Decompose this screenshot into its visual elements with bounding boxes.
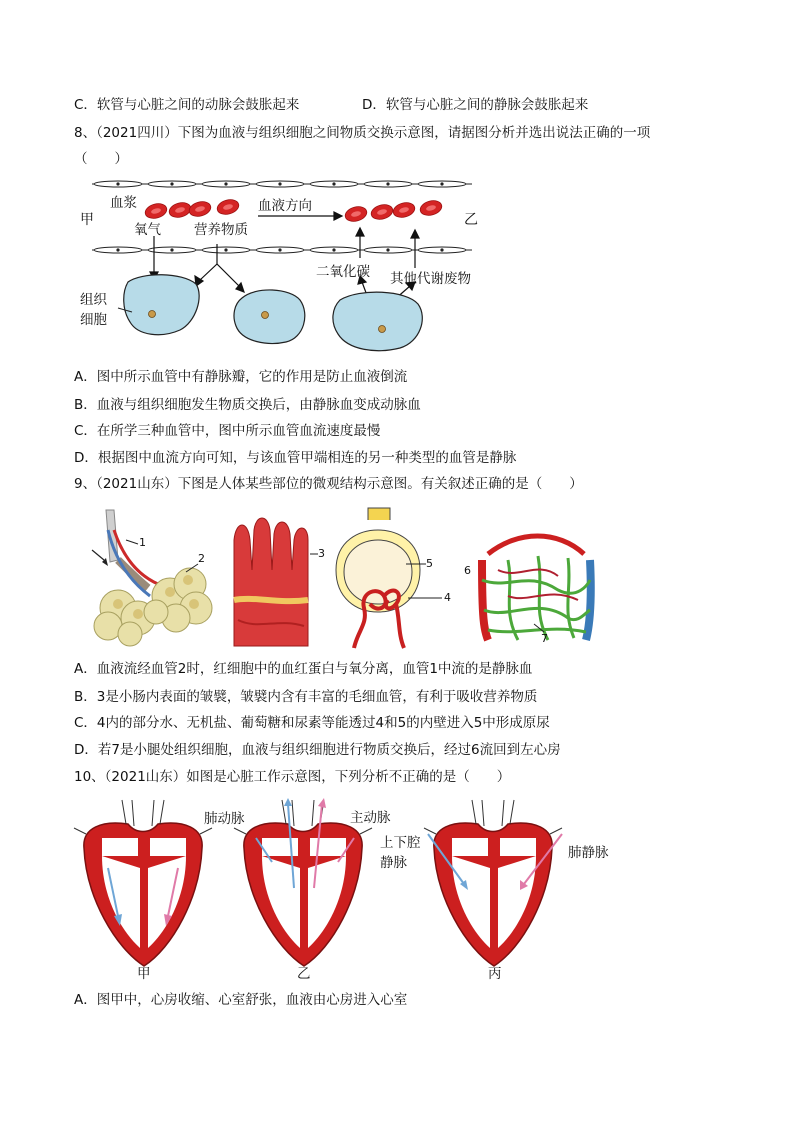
q9-label-5: 5 [426, 557, 433, 570]
q8-label-cell-2: 细胞 [80, 312, 107, 328]
q10-label-aorta: 主动脉 [350, 810, 391, 826]
q8-option-b: B．血液与组织细胞发生物质交换后，由静脉血变成动脉血 [74, 397, 421, 413]
q8-option-d: D．根据图中血流方向可知，与该血管甲端相连的另一种类型的血管是静脉 [74, 450, 517, 466]
q8-label-co2: 二氧化碳 [316, 264, 370, 280]
alveoli-illustration [92, 510, 212, 646]
q8-label-flow: 血液方向 [258, 198, 312, 214]
q9-label-7: 7 [541, 632, 548, 645]
q8-option-a: A．图中所示血管中有静脉瓣，它的作用是防止血液倒流 [74, 369, 408, 385]
q10-option-a: A．图甲中，心房收缩、心室舒张，血液由心房进入心室 [74, 992, 408, 1008]
q10-label-pulmonary-vein: 肺静脉 [568, 845, 609, 861]
q9-stem: 9、（2021山东）下图是人体某些部位的微观结构示意图。有关叙述正确的是（ ） [74, 476, 583, 492]
q8-option-c: C．在所学三种血管中，图中所示血管血流速度最慢 [74, 423, 381, 439]
q9-label-2: 2 [198, 552, 205, 565]
q9-label-1: 1 [139, 536, 146, 549]
q8-label-jia: 甲 [80, 212, 94, 228]
q9-label-6: 6 [464, 564, 471, 577]
q7-option-c: C．软管与心脏之间的动脉会鼓胀起来 [74, 97, 300, 113]
capillary-network-illustration [482, 536, 591, 640]
q8-stem: 8、（2021四川）下图为血液与组织细胞之间物质交换示意图，请据图分析并选出说法正确的一项 [74, 125, 651, 141]
q9-option-b: B．3是小肠内表面的皱襞，皱襞内含有丰富的毛细血管，有利于吸收营养物质 [74, 689, 538, 705]
q9-label-3: 3 [318, 547, 325, 560]
q10-label-vena-cava-1: 上下腔 [380, 835, 421, 851]
intestine-villi-illustration [234, 518, 318, 646]
q8-label-plasma: 血浆 [110, 195, 137, 211]
q8-label-cell-1: 组织 [80, 292, 107, 308]
q9-figure [78, 500, 608, 650]
q10-label-yi: 乙 [297, 966, 311, 982]
q9-label-4: 4 [444, 591, 451, 604]
tissue-cells [124, 275, 423, 351]
q8-label-yi: 乙 [464, 212, 478, 228]
q8-label-waste: 其他代谢废物 [390, 271, 471, 287]
q10-label-bing: 丙 [488, 966, 502, 982]
q8-blank: （ ） [74, 151, 128, 167]
q10-stem: 10、（2021山东）如图是心脏工作示意图，下列分析不正确的是（ ） [74, 769, 511, 785]
q9-option-d: D．若7是小腿处组织细胞，血液与组织细胞进行物质交换后，经过6流回到左心房 [74, 742, 561, 758]
q10-label-jia: 甲 [137, 966, 151, 982]
q10-label-pulmonary-artery: 肺动脉 [204, 811, 245, 827]
q9-option-a: A．血液流经血管2时，红细胞中的血红蛋白与氧分离，血管1中流的是静脉血 [74, 661, 533, 677]
micro-structures [78, 500, 608, 650]
nephron-illustration [336, 508, 442, 648]
q10-label-vena-cava-2: 静脉 [380, 855, 407, 871]
q8-label-nutrients: 营养物质 [194, 222, 248, 238]
q8-label-oxygen: 氧气 [134, 222, 161, 238]
heart-jia [74, 800, 212, 966]
q9-option-c: C．4内的部分水、无机盐、葡萄糖和尿素等能透过4和5的内壁进入5中形成原尿 [74, 715, 550, 731]
heart-bing [424, 800, 562, 966]
q7-option-d: D．软管与心脏之间的静脉会鼓胀起来 [362, 97, 589, 113]
